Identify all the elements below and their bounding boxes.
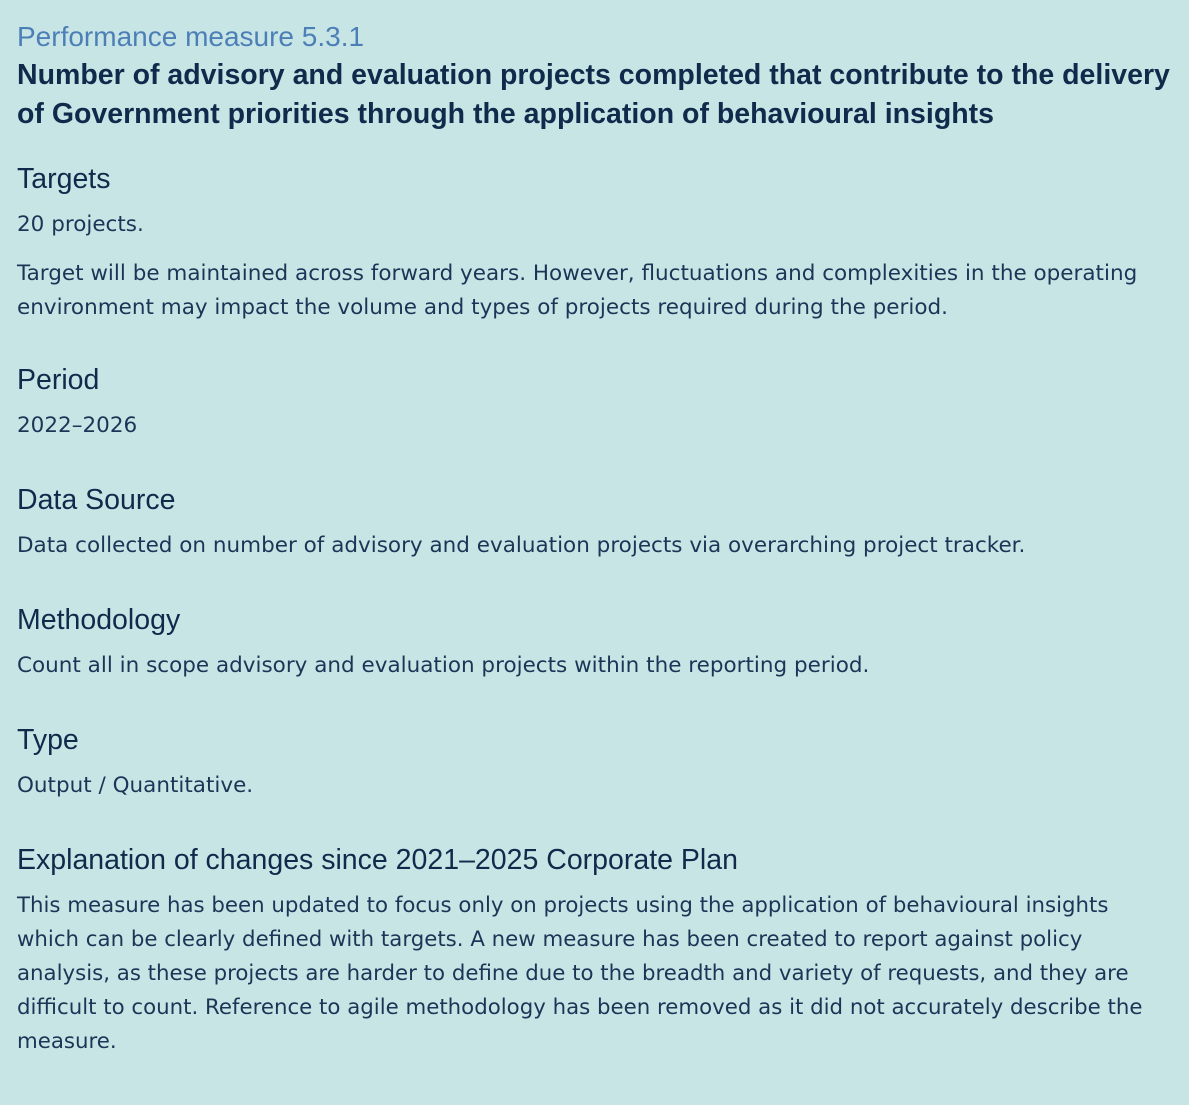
methodology-text: Count all in scope advisory and evaluation projects within the reporting period. [17,653,870,678]
period-value: 2022–2026 [17,413,138,438]
targets-value: 20 projects. [17,212,144,237]
targets-section [17,162,1172,325]
data-source-text: Data collected on number of advisory and evaluation projects via overarching project tracker. [17,533,1026,558]
type-text: Output / Quantitative. [17,773,254,798]
targets-note: Target will be maintained across forward years. However, fluctuations and complexities in the operating environment may impact the volume and types of projects required during the period. [17,261,1138,320]
data-source-heading: Data Source [17,484,176,516]
period-section [17,363,1172,443]
targets-heading: Targets [17,163,111,195]
type-section [17,723,1172,803]
changes-text: This measure has been updated to focus only on projects using the application of behavioural insights which can be clearly defined with targets. A new measure has been created to report against policy analysis, as these projects are harder to define due to the breadth and variety of requests, and they are difficult to count. Reference to agile methodology has been removed as it did not accurately describe the measure. [17,893,1143,1054]
changes-section [17,843,1172,1059]
measure-title: Number of advisory and evaluation projects completed that contribute to the delivery of Government priorities through the application of behavioural insights [17,59,1170,130]
data-source-section [17,483,1172,563]
methodology-section [17,603,1172,683]
changes-heading: Explanation of changes since 2021–2025 Corporate Plan [17,844,738,876]
period-heading: Period [17,364,100,396]
measure-number: Performance measure 5.3.1 [17,21,365,52]
methodology-heading: Methodology [17,604,181,636]
type-heading: Type [17,724,79,756]
